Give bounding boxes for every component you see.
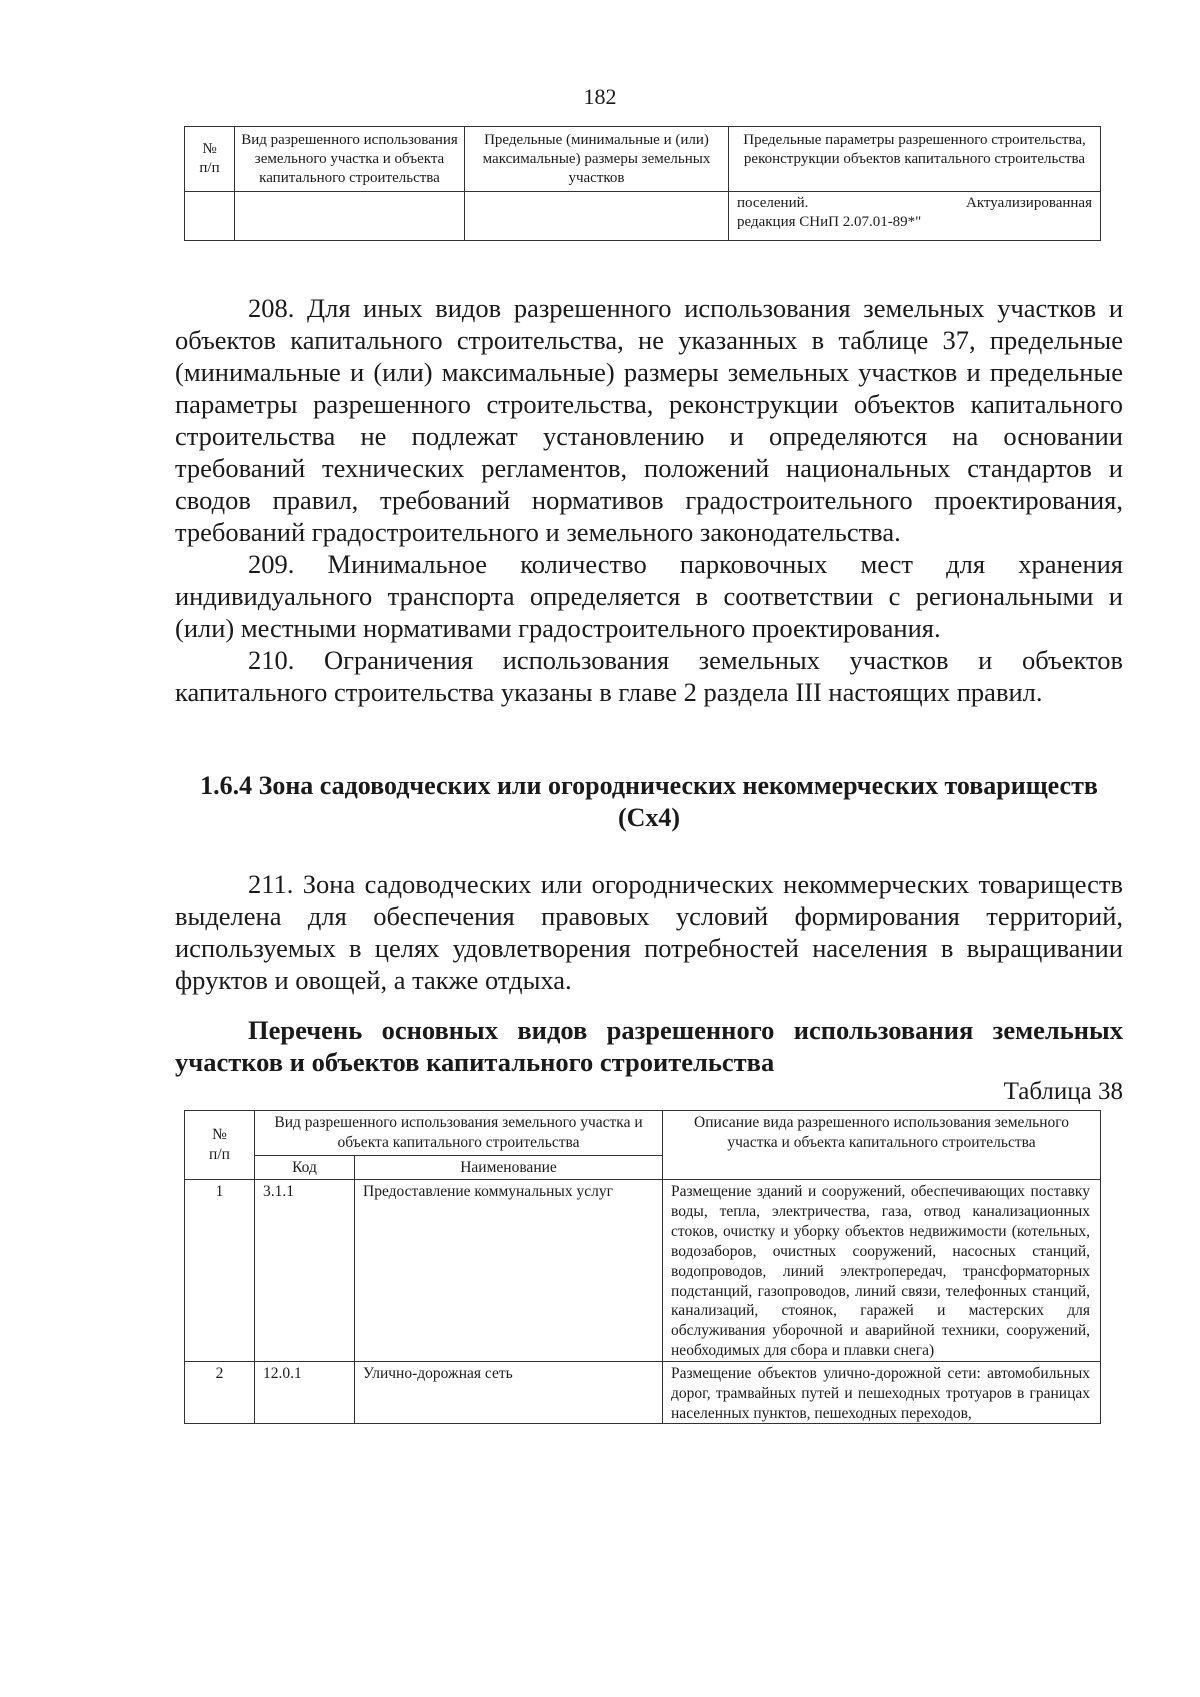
header-params: Предельные параметры разрешенного строительства, реконструкции объектов капитального строительства: [729, 127, 1101, 192]
row-description: Размещение объектов улично-дорожной сети: автомобильных дорог, трамвайных путей и пешеходных тротуаров в границах населенных пунктов, пешеходных переходов,: [663, 1361, 1101, 1423]
paragraph-208: 208. Для иных видов разрешенного использования земельных участков и объектов капитального строительства, не указанных в таблице 37, предельные (минимальные и (или) максимальные) размеры земельных участков и предельные параметры разрешенного строительства, реконструкции объектов капитального строительства не подлежат установлению и определяются на основании требований технических регламентов, положений национальных стандартов и сводов правил, требований нормативов градостроительного проектирования, требований градостроительного и земельного законодательства.: [175, 293, 1123, 547]
cell-params-line-2: редакция СНиП 2.07.01-89*": [737, 214, 922, 230]
header-number: № п/п: [185, 127, 235, 192]
section-heading: 1.6.4 Зона садоводческих или огороднических некоммерческих товариществ (Сх4): [200, 771, 1098, 832]
table-row: [185, 1180, 1101, 1361]
table-38-header: [185, 1111, 1101, 1156]
cell-params-line-1: поселений. Актуализированная: [737, 195, 1092, 212]
table-row: [185, 1361, 1101, 1423]
header-name: Наименование: [355, 1155, 663, 1180]
paragraph-209: 209. Минимальное количество парковочных мест для хранения индивидуального транспорта определяется в соответствии с региональными и (или) местными нормативами градостроительного проектирования.: [175, 549, 1123, 643]
list-heading: Перечень основных видов разрешенного использования земельных участков и объектов капитального строительства: [175, 1015, 1123, 1077]
header-kind: Вид разрешенного использования земельного участка и объекта капитального строительства: [255, 1111, 663, 1156]
paragraph-211: 211. Зона садоводческих или огороднических некоммерческих товариществ выделена для обеспечения правовых условий формирования территорий, используемых в целях удовлетворения потребностей населения в выращивании фруктов и овощей, а также отдыха.: [175, 869, 1123, 995]
cell-sizes: [465, 192, 729, 241]
continuation-table-header: [185, 127, 1101, 192]
table-row: [185, 192, 1101, 241]
row-name: Улично-дорожная сеть: [355, 1361, 663, 1423]
header-code: Код: [255, 1155, 355, 1180]
row-number: 2: [185, 1361, 255, 1423]
row-description: Размещение зданий и сооружений, обеспечивающих поставку воды, тепла, электричества, газа, отвод канализационных стоков, очистку и уборку объектов недвижимости (котельных, водозаборов, очистных сооружений, насосных станций, водопроводов, линий электропередач, трансформаторных подстанций, газопроводов, линий связи, телефонных станций, канализаций, стоянок, гаражей и мастерских для обслуживания уборочной и аварийной техники, сооружений, необходимых для сбора и плавки снега): [663, 1180, 1101, 1361]
page-number: 182: [583, 84, 617, 109]
row-name: Предоставление коммунальных услуг: [355, 1180, 663, 1361]
cell-kind: [235, 192, 465, 241]
header-number: № п/п: [185, 1111, 255, 1180]
row-number: 1: [185, 1180, 255, 1361]
paragraphs-top: [175, 292, 1123, 708]
table-caption: Таблица 38: [1003, 1078, 1123, 1105]
header-kind: Вид разрешенного использования земельного участка и объекта капитального строительства: [235, 127, 465, 192]
header-sizes: Предельные (минимальные и (или) максимальные) размеры земельных участков: [465, 127, 729, 192]
table-38: [184, 1110, 1101, 1424]
paragraph-210: 210. Ограничения использования земельных участков и объектов капитального строительства указаны в главе 2 раздела III настоящих правил.: [175, 645, 1123, 707]
header-description: Описание вида разрешенного использования земельного участка и объекта капитального строительства: [663, 1111, 1101, 1180]
paragraphs-section: [175, 868, 1123, 996]
row-code: 12.0.1: [255, 1361, 355, 1423]
cell-params: [729, 192, 1101, 241]
cell-number: [185, 192, 235, 241]
continuation-table: [184, 126, 1101, 241]
row-code: 3.1.1: [255, 1180, 355, 1361]
